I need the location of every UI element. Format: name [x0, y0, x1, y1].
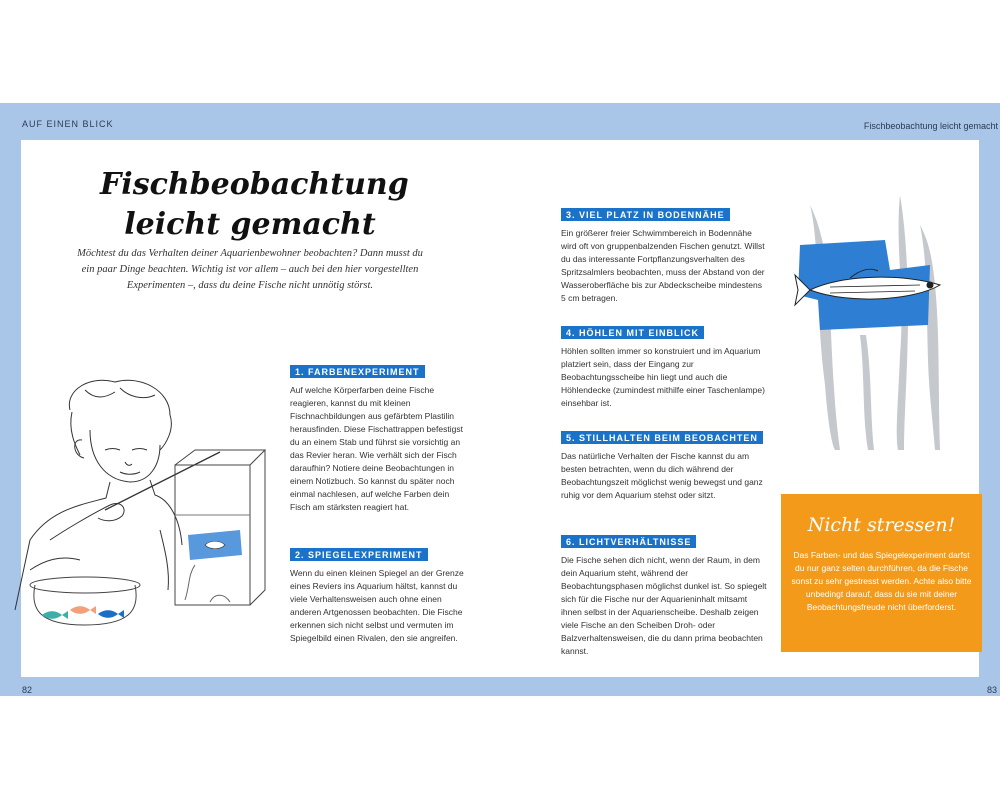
callout-heading: Nicht stressen!	[807, 514, 956, 536]
section-heading: 5. STILLHALTEN BEIM BEOBACHTEN	[561, 431, 763, 444]
section-heading: 1. FARBENEXPERIMENT	[290, 365, 425, 378]
page-number-left: 82	[22, 685, 33, 695]
page-number-right: 83	[986, 685, 997, 695]
section-heading: 4. HÖHLEN MIT EINBLICK	[561, 326, 704, 339]
section-heading: 6. LICHTVERHÄLTNISSE	[561, 535, 696, 548]
title-line-2: leicht gemacht	[124, 207, 376, 242]
section-body: Höhlen sollten immer so konstruiert und im Aquarium platziert sein, dass der Eingang zur Beobachtungsscheibe hin liegt und auch die Höhlendecke (zumindest mithilfe einer Taschenlampe) einsehbar ist.	[561, 346, 765, 408]
section-farbenexperiment	[290, 362, 465, 514]
callout-body: Das Farben- und das Spiegelexperiment darfst du nur ganz selten durchführen, da die Fische sonst zu sehr gestresst werden. Achte also bitte unbedingt darauf, dass du sie mit deiner Beobachtungsfreude nicht überforderst.	[791, 550, 972, 612]
section-stillhalten	[561, 428, 767, 502]
section-body: Das natürliche Verhalten der Fische kannst du am besten betrachten, wenn du dich während der Beobachtungszeit möglichst wenig bewegst und ganz ruhig vor dem Aquarium stehst oder sitzt.	[561, 451, 763, 500]
boy-aquarium-illustration	[10, 370, 280, 630]
section-heading: 3. VIEL PLATZ IN BODENNÄHE	[561, 208, 730, 221]
callout-box	[781, 494, 982, 652]
section-body: Ein größerer freier Schwimmbereich in Bodennähe wird oft von gruppenbalzenden Fischen genutzt. Willst du das interessante Fortpflanzungsverhalten des Spritzsalmlers beobachten, muss der Abstand von der Wasseroberfläche bis zur Abdeckscheibe mindestens 5 cm betragen.	[561, 228, 765, 303]
title-line-1: Fischbeobachtung	[100, 167, 409, 202]
section-viel-platz	[561, 205, 767, 305]
section-body: Auf welche Körperfarben deine Fische reagieren, kannst du mit kleinen Fischnachbildungen aus gefärbtem Plastilin herausfinden. Diese Fischattrappen befestigst du an einem Stab und führst sie vorsichtig an das Revier heran. Wie verhält sich der Fisch daraufhin? Notiere deine Beobachtungen in einem Notizbuch. So kannst du später noch einmal nachlesen, auf welche Farben dein Fisch am stärksten reagiert hat.	[290, 385, 463, 512]
section-body: Wenn du einen kleinen Spiegel an der Grenze eines Reviers ins Aquarium hältst, kannst du viele Verhaltensweisen auch ohne einen anderen Artgenossen beobachten. Die Fische erkennen sich nicht selbst und vermuten im Spiegelbild einen Rivalen, den sie angreifen.	[290, 568, 464, 643]
section-spiegelexperiment	[290, 545, 465, 645]
page-title	[100, 165, 409, 245]
fish-plants-illustration	[790, 185, 960, 455]
section-lichtverhaeltnisse	[561, 532, 767, 658]
header-running-title: Fischbeobachtung leicht gemacht	[863, 121, 998, 131]
section-body: Die Fische sehen dich nicht, wenn der Raum, in dem dein Aquarium steht, während der Beobachtungsphasen möglichst dunkel ist. So spiegelt sich für die Fische nur der Aquarieninhalt mitsamt ihnen selbst in der Aquarienscheibe. Deshalb zeigen viele Fische an den Scheiben Droh- oder Balzverhaltensweisen, die du dann prima beobachten kannst.	[561, 555, 767, 656]
intro-text: Möchtest du das Verhalten deiner Aquarienbewohner beobachten? Dann musst du ein paar Dinge beachten. Wichtig ist vor allem – auch bei den hier vorgestellten Experimenten –, dass du deine Fische nicht unnötig störst.	[77, 248, 423, 291]
section-hoehlen	[561, 323, 767, 410]
header-section-label: AUF EINEN BLICK	[22, 119, 114, 129]
section-heading: 2. SPIEGELEXPERIMENT	[290, 548, 428, 561]
